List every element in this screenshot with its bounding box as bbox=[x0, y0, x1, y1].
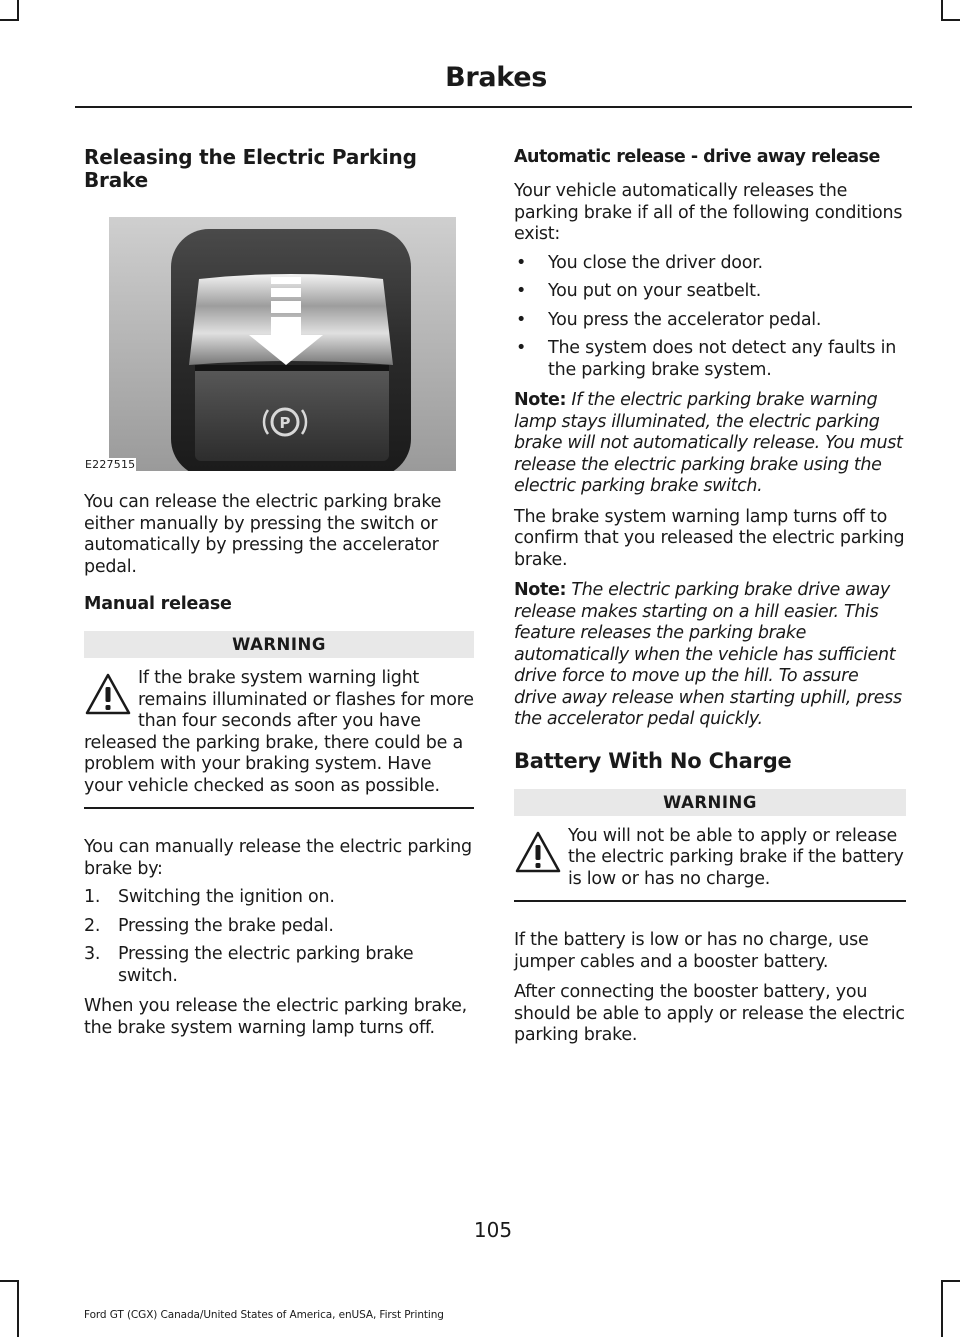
electric-parking-brake-switch-icon bbox=[109, 217, 456, 471]
crop-mark bbox=[941, 0, 943, 20]
page-footer: Ford GT (CGX) Canada/United States of America, enUSA, First Printing bbox=[84, 1309, 444, 1321]
page-header-title: Brakes bbox=[445, 62, 547, 93]
crop-mark bbox=[0, 1280, 19, 1282]
warning-box bbox=[514, 789, 906, 903]
manual-intro: You can manually release the electric parking brake by: bbox=[84, 837, 472, 879]
list-item: • You close the driver door. bbox=[516, 252, 763, 273]
warning-text: If the brake system warning light remains illuminated or flashes for more than four seconds after you have released the parking brake, there could be a problem with your braking system. Have your vehicle checked as soon as possible. bbox=[84, 668, 474, 796]
warning-label: WARNING bbox=[514, 789, 906, 816]
warning-label: WARNING bbox=[84, 631, 474, 658]
battery-paragraph-1: If the battery is low or has no charge, use jumper cables and a booster battery. bbox=[514, 930, 869, 972]
parking-brake-figure bbox=[84, 217, 456, 471]
closing-paragraph: When you release the electric parking brake, the brake system warning lamp turns off. bbox=[84, 996, 467, 1038]
conditions-list bbox=[514, 253, 906, 382]
section-title-releasing: Releasing the Electric Parking Brake bbox=[84, 145, 417, 192]
left-column bbox=[84, 146, 474, 1039]
note-auto-release: Note: If the electric parking brake warning lamp stays illuminated, the electric parking brake will not automatically release. You must release the electric parking brake using the electric parking brake switch. bbox=[514, 390, 903, 496]
list-item: • The system does not detect any faults in the parking brake system. bbox=[516, 338, 897, 380]
manual-release-heading: Manual release bbox=[84, 594, 232, 614]
battery-paragraph-2: After connecting the booster battery, you should be able to apply or release the electric parking brake. bbox=[514, 982, 905, 1045]
lamp-paragraph: The brake system warning lamp turns off to confirm that you released the electric parking brake. bbox=[514, 506, 905, 570]
manual-steps-list bbox=[84, 887, 474, 987]
crop-mark bbox=[941, 19, 960, 21]
crop-mark bbox=[17, 1280, 19, 1337]
svg-text:P: P bbox=[279, 414, 291, 432]
warning-triangle-icon bbox=[514, 830, 562, 874]
crop-mark bbox=[0, 19, 19, 21]
page-number: 105 bbox=[473, 1218, 513, 1242]
warning-text: You will not be able to apply or release the electric parking brake if the battery is low or has no charge. bbox=[568, 825, 904, 889]
crop-mark bbox=[941, 1280, 943, 1337]
header-rule bbox=[75, 106, 912, 108]
crop-mark bbox=[17, 0, 19, 20]
automatic-release-heading: Automatic release - drive away release bbox=[514, 147, 880, 167]
list-item: 1. Switching the ignition on. bbox=[84, 887, 335, 907]
warning-body bbox=[84, 658, 474, 809]
auto-intro: Your vehicle automatically releases the parking brake if all of the following conditions exist: bbox=[514, 181, 903, 244]
warning-box bbox=[84, 631, 474, 809]
battery-heading: Battery With No Charge bbox=[514, 748, 792, 773]
list-item: 2. Pressing the brake pedal. bbox=[84, 915, 334, 936]
intro-paragraph: You can release the electric parking brake either manually by pressing the switch or automatically by pressing the accelerator pedal. bbox=[84, 492, 442, 577]
right-column bbox=[514, 146, 906, 1047]
warning-body bbox=[514, 816, 906, 903]
list-item: • You put on your seatbelt. bbox=[516, 281, 762, 301]
list-item: 3. Pressing the electric parking brake switch. bbox=[84, 944, 414, 986]
crop-mark bbox=[941, 1280, 960, 1282]
figure-id: E227515 bbox=[85, 458, 136, 471]
note-drive-away: Note: The electric parking brake drive away release makes starting on a hill easier. This feature releases the parking brake automatically when the vehicle has sufficient drive force to move up the hill. To assure drive away release when starting uphill, press the accelerator pedal quickly. bbox=[514, 580, 902, 729]
warning-triangle-icon bbox=[84, 672, 132, 716]
list-item: • You press the accelerator pedal. bbox=[516, 309, 822, 330]
